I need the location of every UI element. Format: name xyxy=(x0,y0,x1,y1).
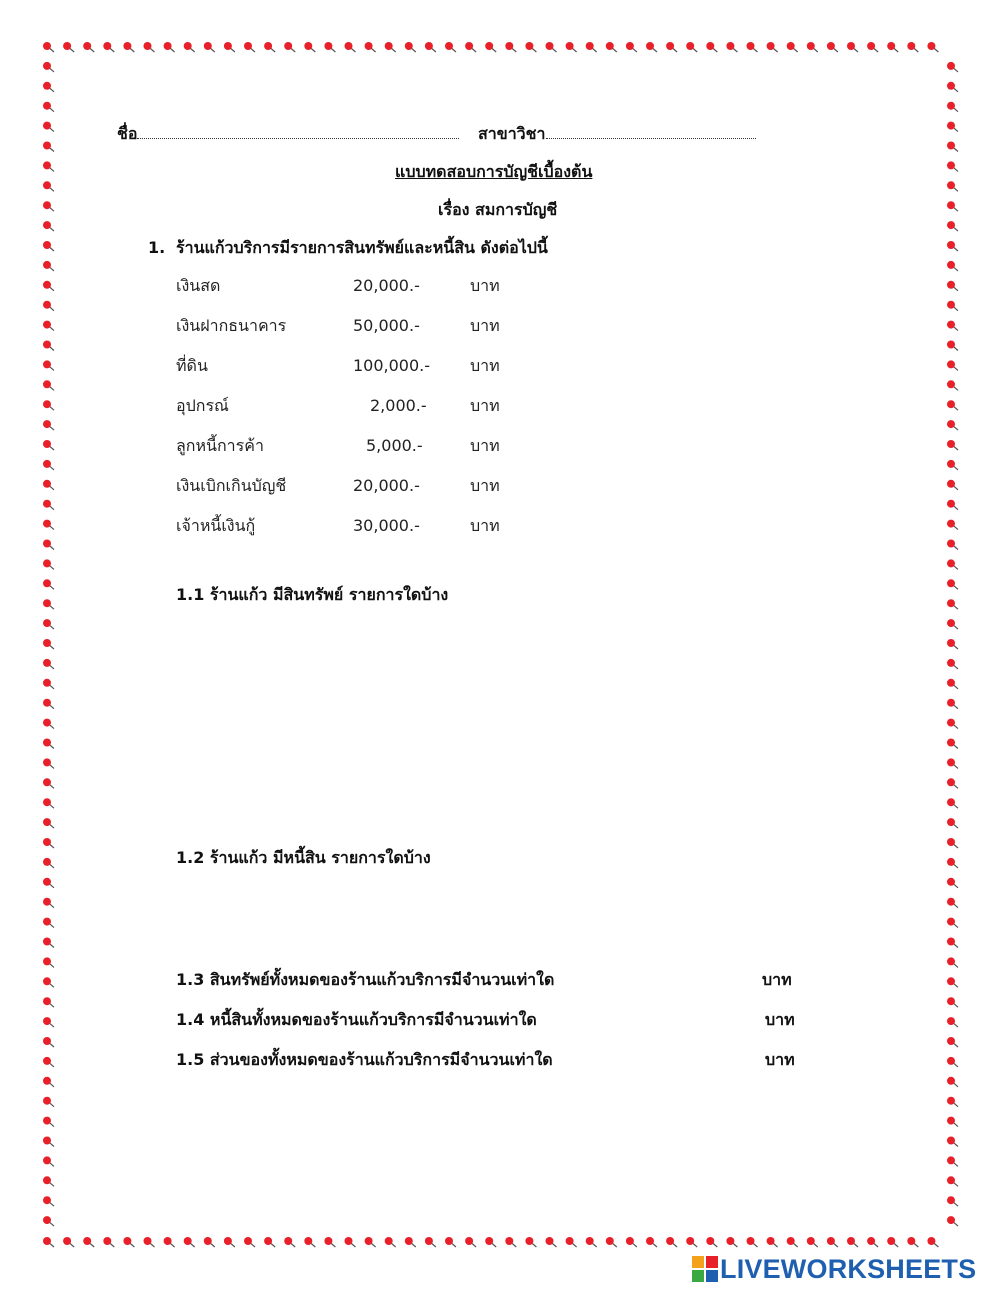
push-pin-icon xyxy=(947,301,958,311)
push-pin-icon xyxy=(947,201,958,211)
item-label: ลูกหนี้การค้า xyxy=(176,436,264,455)
push-pin-icon xyxy=(947,758,958,768)
push-pin-icon xyxy=(546,1237,557,1247)
push-pin-icon xyxy=(43,82,54,92)
item-unit: บาท xyxy=(470,436,500,455)
push-pin-icon xyxy=(947,142,958,152)
push-pin-icon xyxy=(43,301,54,311)
question-number: 1. xyxy=(148,238,166,257)
push-pin-icon xyxy=(445,1237,456,1247)
push-pin-icon xyxy=(43,977,54,987)
push-pin-icon xyxy=(264,42,275,52)
push-pin-icon xyxy=(947,102,958,112)
push-pin-icon xyxy=(787,42,798,52)
push-pin-icon xyxy=(947,918,958,928)
push-pin-icon xyxy=(465,1237,476,1247)
push-pin-icon xyxy=(43,1097,54,1107)
push-pin-icon xyxy=(626,1237,637,1247)
push-pin-icon xyxy=(947,858,958,868)
push-pin-icon xyxy=(947,639,958,649)
push-pin-icon xyxy=(747,42,758,52)
push-pin-icon xyxy=(405,1237,416,1247)
push-pin-icon xyxy=(666,42,677,52)
push-pin-icon xyxy=(43,1057,54,1067)
push-pin-icon xyxy=(43,758,54,768)
push-pin-icon xyxy=(43,739,54,749)
push-pin-icon xyxy=(947,619,958,629)
push-pin-icon xyxy=(244,42,255,52)
push-pin-icon xyxy=(947,1057,958,1067)
push-pin-icon xyxy=(103,42,114,52)
push-pin-icon xyxy=(43,818,54,828)
push-pin-icon xyxy=(43,1156,54,1166)
push-pin-icon xyxy=(947,380,958,390)
push-pin-icon xyxy=(63,42,74,52)
push-pin-icon xyxy=(385,42,396,52)
subquestion-1-4-unit: บาท xyxy=(765,1010,795,1029)
push-pin-icon xyxy=(43,579,54,589)
item-amount: 20,000.- xyxy=(353,476,420,495)
push-pin-icon xyxy=(345,42,356,52)
answer-area-1-2[interactable] xyxy=(176,874,776,954)
push-pin-icon xyxy=(586,1237,597,1247)
push-pin-icon xyxy=(947,480,958,490)
push-pin-icon xyxy=(43,540,54,550)
name-blank[interactable] xyxy=(137,126,459,139)
push-pin-icon xyxy=(947,957,958,967)
push-pin-icon xyxy=(947,898,958,908)
push-pin-icon xyxy=(726,1237,737,1247)
push-pin-icon xyxy=(947,838,958,848)
push-pin-icon xyxy=(43,1176,54,1186)
push-pin-icon xyxy=(947,360,958,370)
push-pin-icon xyxy=(43,778,54,788)
push-pin-icon xyxy=(947,778,958,788)
push-pin-icon xyxy=(947,1017,958,1027)
answer-blank-1-4[interactable] xyxy=(590,1006,750,1032)
push-pin-icon xyxy=(947,520,958,530)
push-pin-icon xyxy=(947,878,958,888)
push-pin-icon xyxy=(947,1117,958,1127)
push-pin-icon xyxy=(123,1237,134,1247)
push-pin-icon xyxy=(947,500,958,510)
push-pin-icon xyxy=(425,1237,436,1247)
push-pin-icon xyxy=(43,1137,54,1147)
push-pin-icon xyxy=(284,42,295,52)
push-pin-icon xyxy=(907,1237,918,1247)
push-pin-icon xyxy=(646,1237,657,1247)
push-pin-icon xyxy=(947,460,958,470)
push-pin-icon xyxy=(947,122,958,132)
item-amount: 50,000.- xyxy=(353,316,420,335)
push-pin-icon xyxy=(947,420,958,430)
item-unit: บาท xyxy=(470,356,500,375)
push-pin-icon xyxy=(43,997,54,1007)
push-pin-icon xyxy=(43,699,54,709)
push-pin-icon xyxy=(43,261,54,271)
subquestion-1-2: 1.2 ร้านแก้ว มีหนี้สิน รายการใดบ้าง xyxy=(176,848,431,867)
push-pin-icon xyxy=(43,1017,54,1027)
liveworksheets-logo-icon xyxy=(692,1256,718,1282)
push-pin-icon xyxy=(686,1237,697,1247)
push-pin-icon xyxy=(887,42,898,52)
push-pin-icon xyxy=(586,42,597,52)
push-pin-icon xyxy=(43,221,54,231)
item-amount: 5,000.- xyxy=(366,436,423,455)
answer-blank-1-3[interactable] xyxy=(590,966,750,992)
push-pin-icon xyxy=(445,42,456,52)
push-pin-icon xyxy=(43,858,54,868)
brand-name: LIVEWORKSHEETS xyxy=(720,1253,977,1284)
item-amount: 2,000.- xyxy=(370,396,427,415)
push-pin-icon xyxy=(43,798,54,808)
item-unit: บาท xyxy=(470,476,500,495)
push-pin-icon xyxy=(947,221,958,231)
push-pin-icon xyxy=(43,957,54,967)
push-pin-icon xyxy=(525,1237,536,1247)
item-unit: บาท xyxy=(470,316,500,335)
push-pin-icon xyxy=(43,420,54,430)
push-pin-icon xyxy=(947,599,958,609)
push-pin-icon xyxy=(747,1237,758,1247)
subquestion-1-5-unit: บาท xyxy=(765,1050,795,1069)
push-pin-icon xyxy=(43,480,54,490)
item-label: เจ้าหนี้เงินกู้ xyxy=(176,516,256,535)
push-pin-icon xyxy=(224,1237,235,1247)
push-pin-icon xyxy=(947,241,958,251)
answer-blank-1-5[interactable] xyxy=(590,1046,750,1072)
push-pin-icon xyxy=(947,1137,958,1147)
push-pin-icon xyxy=(566,42,577,52)
major-field xyxy=(478,124,756,144)
item-label: เงินเบิกเกินบัญชี xyxy=(176,476,287,495)
push-pin-icon xyxy=(767,42,778,52)
push-pin-icon xyxy=(83,42,94,52)
push-pin-icon xyxy=(43,181,54,191)
push-pin-icon xyxy=(43,878,54,888)
push-pin-icon xyxy=(144,1237,155,1247)
push-pin-icon xyxy=(425,42,436,52)
push-pin-icon xyxy=(947,997,958,1007)
push-pin-icon xyxy=(947,1176,958,1186)
push-pin-icon xyxy=(927,1237,938,1247)
push-pin-icon xyxy=(947,82,958,92)
push-pin-icon xyxy=(43,1037,54,1047)
item-label: อุปกรณ์ xyxy=(176,396,229,415)
push-pin-icon xyxy=(43,659,54,669)
push-pin-icon xyxy=(947,679,958,689)
push-pin-icon xyxy=(485,42,496,52)
push-pin-icon xyxy=(43,679,54,689)
push-pin-icon xyxy=(405,42,416,52)
push-pin-icon xyxy=(566,1237,577,1247)
push-pin-icon xyxy=(43,460,54,470)
push-pin-icon xyxy=(947,1077,958,1087)
push-pin-icon xyxy=(204,42,215,52)
push-pin-icon xyxy=(947,341,958,351)
subquestion-1-5: 1.5 ส่วนของทั้งหมดของร้านแก้วบริการมีจำนวนเท่าใด xyxy=(176,1050,553,1069)
push-pin-icon xyxy=(43,400,54,410)
push-pin-icon xyxy=(304,1237,315,1247)
item-unit: บาท xyxy=(470,276,500,295)
push-pin-icon xyxy=(43,559,54,569)
push-pin-icon xyxy=(767,1237,778,1247)
push-pin-icon xyxy=(43,918,54,928)
push-pin-icon xyxy=(947,540,958,550)
push-pin-icon xyxy=(43,122,54,132)
push-pin-icon xyxy=(947,977,958,987)
major-blank[interactable] xyxy=(546,126,756,139)
push-pin-icon xyxy=(947,938,958,948)
push-pin-icon xyxy=(947,818,958,828)
push-pin-icon xyxy=(947,261,958,271)
push-pin-icon xyxy=(43,440,54,450)
push-pin-icon xyxy=(947,321,958,331)
push-pin-icon xyxy=(43,102,54,112)
push-pin-icon xyxy=(505,1237,516,1247)
push-pin-icon xyxy=(43,838,54,848)
item-unit: บาท xyxy=(470,396,500,415)
push-pin-icon xyxy=(726,42,737,52)
push-pin-icon xyxy=(907,42,918,52)
push-pin-icon xyxy=(546,42,557,52)
push-pin-icon xyxy=(164,1237,175,1247)
push-pin-icon xyxy=(686,42,697,52)
push-pin-icon xyxy=(887,1237,898,1247)
push-pin-icon xyxy=(847,1237,858,1247)
push-pin-icon xyxy=(505,42,516,52)
push-pin-icon xyxy=(43,142,54,152)
name-field xyxy=(117,124,459,144)
push-pin-icon xyxy=(204,1237,215,1247)
push-pin-icon xyxy=(385,1237,396,1247)
major-label: สาขาวิชา xyxy=(478,124,546,143)
push-pin-icon xyxy=(947,281,958,291)
push-pin-icon xyxy=(43,719,54,729)
push-pin-icon xyxy=(284,1237,295,1247)
push-pin-icon xyxy=(947,181,958,191)
push-pin-icon xyxy=(787,1237,798,1247)
push-pin-icon xyxy=(807,1237,818,1247)
push-pin-icon xyxy=(947,739,958,749)
push-pin-icon xyxy=(867,42,878,52)
push-pin-icon xyxy=(485,1237,496,1247)
push-pin-icon xyxy=(847,42,858,52)
push-pin-icon xyxy=(43,161,54,171)
push-pin-icon xyxy=(365,1237,376,1247)
answer-area-1-1[interactable] xyxy=(176,612,776,832)
push-pin-icon xyxy=(324,42,335,52)
push-pin-icon xyxy=(43,62,54,72)
push-pin-icon xyxy=(947,1097,958,1107)
push-pin-icon xyxy=(43,1237,54,1247)
push-pin-icon xyxy=(947,798,958,808)
push-pin-icon xyxy=(184,1237,195,1247)
push-pin-icon xyxy=(827,42,838,52)
push-pin-icon xyxy=(947,719,958,729)
push-pin-icon xyxy=(867,1237,878,1247)
push-pin-icon xyxy=(43,1196,54,1206)
push-pin-icon xyxy=(144,42,155,52)
push-pin-icon xyxy=(43,1077,54,1087)
push-pin-icon xyxy=(646,42,657,52)
push-pin-icon xyxy=(304,42,315,52)
push-pin-icon xyxy=(706,42,717,52)
push-pin-icon xyxy=(43,520,54,530)
item-amount: 20,000.- xyxy=(353,276,420,295)
push-pin-icon xyxy=(43,938,54,948)
push-pin-icon xyxy=(947,1037,958,1047)
push-pin-icon xyxy=(83,1237,94,1247)
push-pin-icon xyxy=(947,699,958,709)
push-pin-icon xyxy=(164,42,175,52)
push-pin-icon xyxy=(947,559,958,569)
push-pin-icon xyxy=(43,500,54,510)
push-pin-icon xyxy=(947,440,958,450)
push-pin-icon xyxy=(43,898,54,908)
push-pin-icon xyxy=(244,1237,255,1247)
item-label: ที่ดิน xyxy=(176,356,208,375)
push-pin-icon xyxy=(224,42,235,52)
page-title: แบบทดสอบการบัญชีเบื้องต้น xyxy=(395,162,593,181)
subquestion-1-4: 1.4 หนี้สินทั้งหมดของร้านแก้วบริการมีจำนวนเท่าใด xyxy=(176,1010,537,1029)
name-label: ชื่อ xyxy=(117,124,138,143)
push-pin-icon xyxy=(626,42,637,52)
push-pin-icon xyxy=(827,1237,838,1247)
push-pin-icon xyxy=(43,201,54,211)
item-label: เงินสด xyxy=(176,276,221,295)
push-pin-icon xyxy=(43,599,54,609)
item-unit: บาท xyxy=(470,516,500,535)
push-pin-icon xyxy=(706,1237,717,1247)
push-pin-icon xyxy=(43,1117,54,1127)
push-pin-icon xyxy=(43,42,54,52)
question-text: ร้านแก้วบริการมีรายการสินทรัพย์และหนี้สิน ดังต่อไปนี้ xyxy=(176,238,548,257)
push-pin-icon xyxy=(103,1237,114,1247)
push-pin-icon xyxy=(43,341,54,351)
push-pin-icon xyxy=(525,42,536,52)
push-pin-icon xyxy=(606,42,617,52)
push-pin-icon xyxy=(666,1237,677,1247)
item-amount: 100,000.- xyxy=(353,356,431,375)
push-pin-icon xyxy=(324,1237,335,1247)
push-pin-icon xyxy=(947,62,958,72)
push-pin-icon xyxy=(43,321,54,331)
push-pin-icon xyxy=(947,1196,958,1206)
push-pin-icon xyxy=(947,161,958,171)
item-amount: 30,000.- xyxy=(353,516,420,535)
push-pin-icon xyxy=(43,619,54,629)
push-pin-icon xyxy=(465,42,476,52)
item-label: เงินฝากธนาคาร xyxy=(176,316,287,335)
push-pin-icon xyxy=(947,579,958,589)
push-pin-icon xyxy=(947,1216,958,1226)
push-pin-icon xyxy=(947,659,958,669)
push-pin-icon xyxy=(365,42,376,52)
push-pin-icon xyxy=(43,360,54,370)
push-pin-icon xyxy=(63,1237,74,1247)
push-pin-icon xyxy=(264,1237,275,1247)
push-pin-icon xyxy=(345,1237,356,1247)
push-pin-icon xyxy=(43,1216,54,1226)
subquestion-1-1: 1.1 ร้านแก้ว มีสินทรัพย์ รายการใดบ้าง xyxy=(176,585,449,604)
subquestion-1-3-unit: บาท xyxy=(762,970,792,989)
push-pin-icon xyxy=(606,1237,617,1247)
subquestion-1-3: 1.3 สินทรัพย์ทั้งหมดของร้านแก้วบริการมีจำนวนเท่าใด xyxy=(176,970,555,989)
push-pin-icon xyxy=(123,42,134,52)
push-pin-icon xyxy=(43,639,54,649)
push-pin-icon xyxy=(43,380,54,390)
page-subtitle: เรื่อง สมการบัญชี xyxy=(438,200,558,219)
liveworksheets-brand xyxy=(692,1254,976,1284)
push-pin-icon xyxy=(43,241,54,251)
push-pin-icon xyxy=(43,281,54,291)
push-pin-icon xyxy=(947,1156,958,1166)
push-pin-icon xyxy=(947,400,958,410)
push-pin-icon xyxy=(927,42,938,52)
push-pin-icon xyxy=(184,42,195,52)
push-pin-icon xyxy=(807,42,818,52)
